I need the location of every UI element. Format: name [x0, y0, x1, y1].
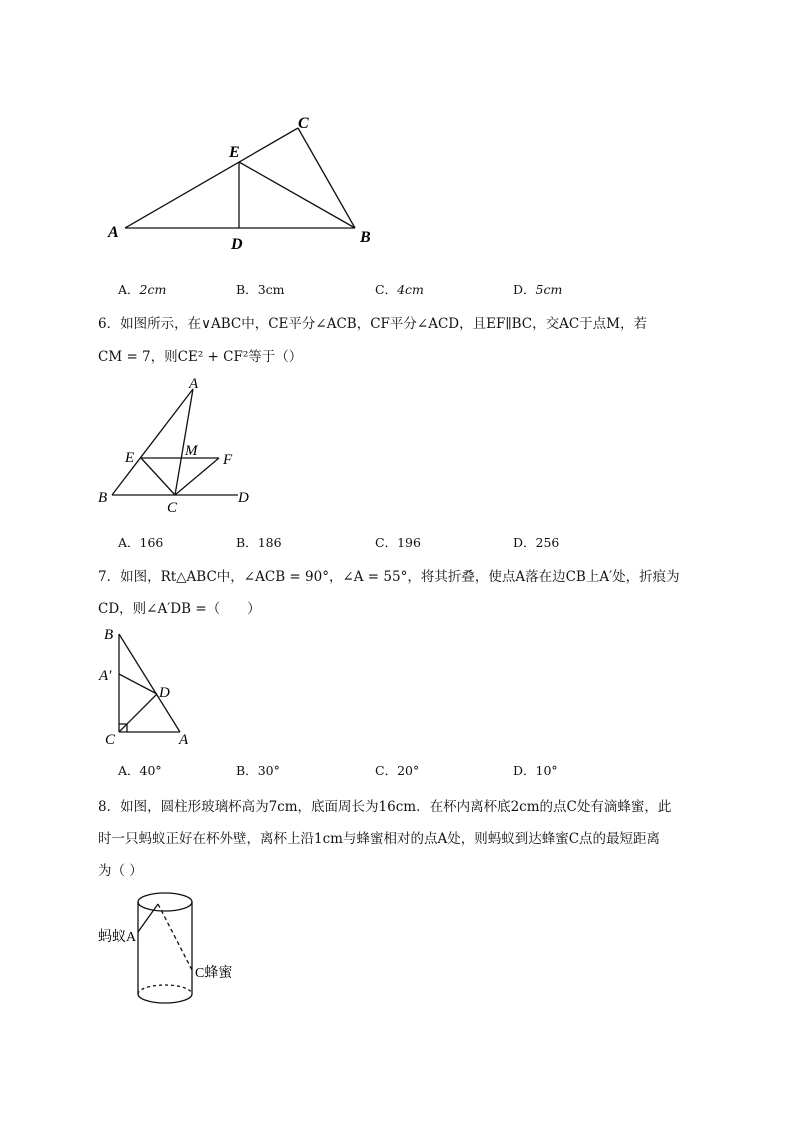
q8-cylinder-bottom-front [138, 994, 192, 1003]
q7-option-c[interactable] [375, 761, 419, 779]
q7-label-a: A [179, 732, 189, 748]
q6-label-m: M [185, 443, 198, 459]
q5-segment-cb [298, 128, 355, 228]
option-value: 20° [397, 763, 420, 778]
q7-question-line-1: 7．如图，Rt△ABC中，∠ACB = 90°，∠A = 55°，将其折叠，使点A落在边CB上A′处，折痕为 [98, 569, 680, 585]
option-value: 30° [257, 763, 280, 778]
q6-question-line-1: 6．如图所示，在∨ABC中，CE平分∠ACB，CF平分∠ACD，且EF∥BC，交AC于点M，若 [98, 316, 647, 332]
option-value: 10° [535, 763, 558, 778]
option-letter: D． [513, 763, 536, 778]
q6-option-d[interactable] [513, 533, 559, 551]
q8-cylinder-bottom-back [138, 985, 192, 994]
option-value: 4cm [397, 282, 424, 297]
q5-label-d: D [231, 236, 243, 253]
q5-segment-ac [125, 128, 298, 228]
q8-question-line-2: 时一只蚂蚁正好在杯外壁，离杯上沿1cm与蜂蜜相对的点A处，则蚂蚁到达蜂蜜C点的最短距离 [98, 831, 661, 847]
q7-option-b[interactable] [236, 761, 280, 779]
q5-option-d[interactable] [513, 280, 562, 298]
q7-label-b: B [104, 627, 114, 643]
option-value: 256 [535, 535, 560, 550]
q6-label-d: D [238, 490, 249, 506]
q6-option-b[interactable] [236, 533, 282, 551]
option-letter: B． [236, 763, 258, 778]
q8-ant-label: 蚂蚁A [98, 930, 137, 945]
q6-label-e: E [125, 450, 135, 466]
q7-label-d: D [159, 685, 170, 701]
q8-figure [95, 880, 255, 1010]
q7-label-a-prime: A′ [99, 668, 112, 684]
q7-segment-a-prime-d [119, 674, 157, 694]
option-value: 3cm [257, 282, 285, 297]
q8-path-rim-to-c [158, 904, 192, 970]
q6-option-a[interactable] [118, 533, 163, 551]
q7-question-line-2: CD，则∠A′DB =（ ） [98, 601, 261, 617]
q8-question-line-3: 为（ ） [98, 863, 143, 879]
q5-option-a[interactable] [118, 280, 166, 298]
q6-segment-cf [175, 458, 219, 495]
q7-segment-cd [119, 694, 157, 732]
option-letter: B． [236, 535, 258, 550]
q8-question-line-1: 8．如图，圆柱形玻璃杯高为7cm，底面周长为16cm．在杯内离杯底2cm的点C处有滴蜂蜜，此 [98, 799, 672, 815]
q5-figure [100, 105, 390, 265]
option-letter: C． [375, 282, 398, 297]
q5-label-b: B [360, 229, 371, 246]
q7-figure [97, 622, 207, 752]
option-letter: C． [375, 535, 398, 550]
q6-option-c[interactable] [375, 533, 421, 551]
q8-path-a-to-rim [138, 904, 158, 932]
q6-label-b: B [98, 490, 108, 506]
q5-option-b[interactable] [236, 280, 285, 298]
option-letter: D． [513, 282, 536, 297]
q7-label-c: C [105, 732, 116, 748]
option-value: 186 [257, 535, 282, 550]
q6-label-c: C [167, 500, 178, 516]
q7-option-d[interactable] [513, 761, 558, 779]
q6-segment-ba [112, 389, 193, 495]
q8-cylinder-top [138, 893, 192, 911]
option-letter: A． [118, 535, 140, 550]
q7-segment-ba [119, 634, 180, 732]
q6-label-f: F [223, 452, 233, 468]
q6-label-a: A [189, 376, 199, 392]
q6-segment-ac [175, 389, 193, 495]
option-letter: C． [375, 763, 398, 778]
option-letter: B． [236, 282, 258, 297]
option-value: 5cm [535, 282, 563, 297]
q5-label-c: C [298, 115, 309, 132]
option-value: 2cm [139, 282, 167, 297]
q5-option-c[interactable] [375, 280, 424, 298]
q6-figure [95, 372, 265, 517]
option-value: 196 [397, 535, 421, 550]
q6-segment-ec [141, 458, 175, 495]
option-value: 166 [139, 535, 164, 550]
q7-option-a[interactable] [118, 761, 162, 779]
q8-honey-label: C蜂蜜 [195, 966, 233, 981]
option-value: 40° [139, 763, 162, 778]
option-letter: A． [118, 282, 140, 297]
q5-label-a: A [108, 224, 119, 241]
option-letter: D． [513, 535, 536, 550]
q6-question-line-2: CM = 7，则CE² + CF²等于（） [98, 349, 303, 365]
q5-segment-eb [239, 162, 355, 228]
q5-label-e: E [229, 144, 240, 161]
option-letter: A． [118, 763, 140, 778]
